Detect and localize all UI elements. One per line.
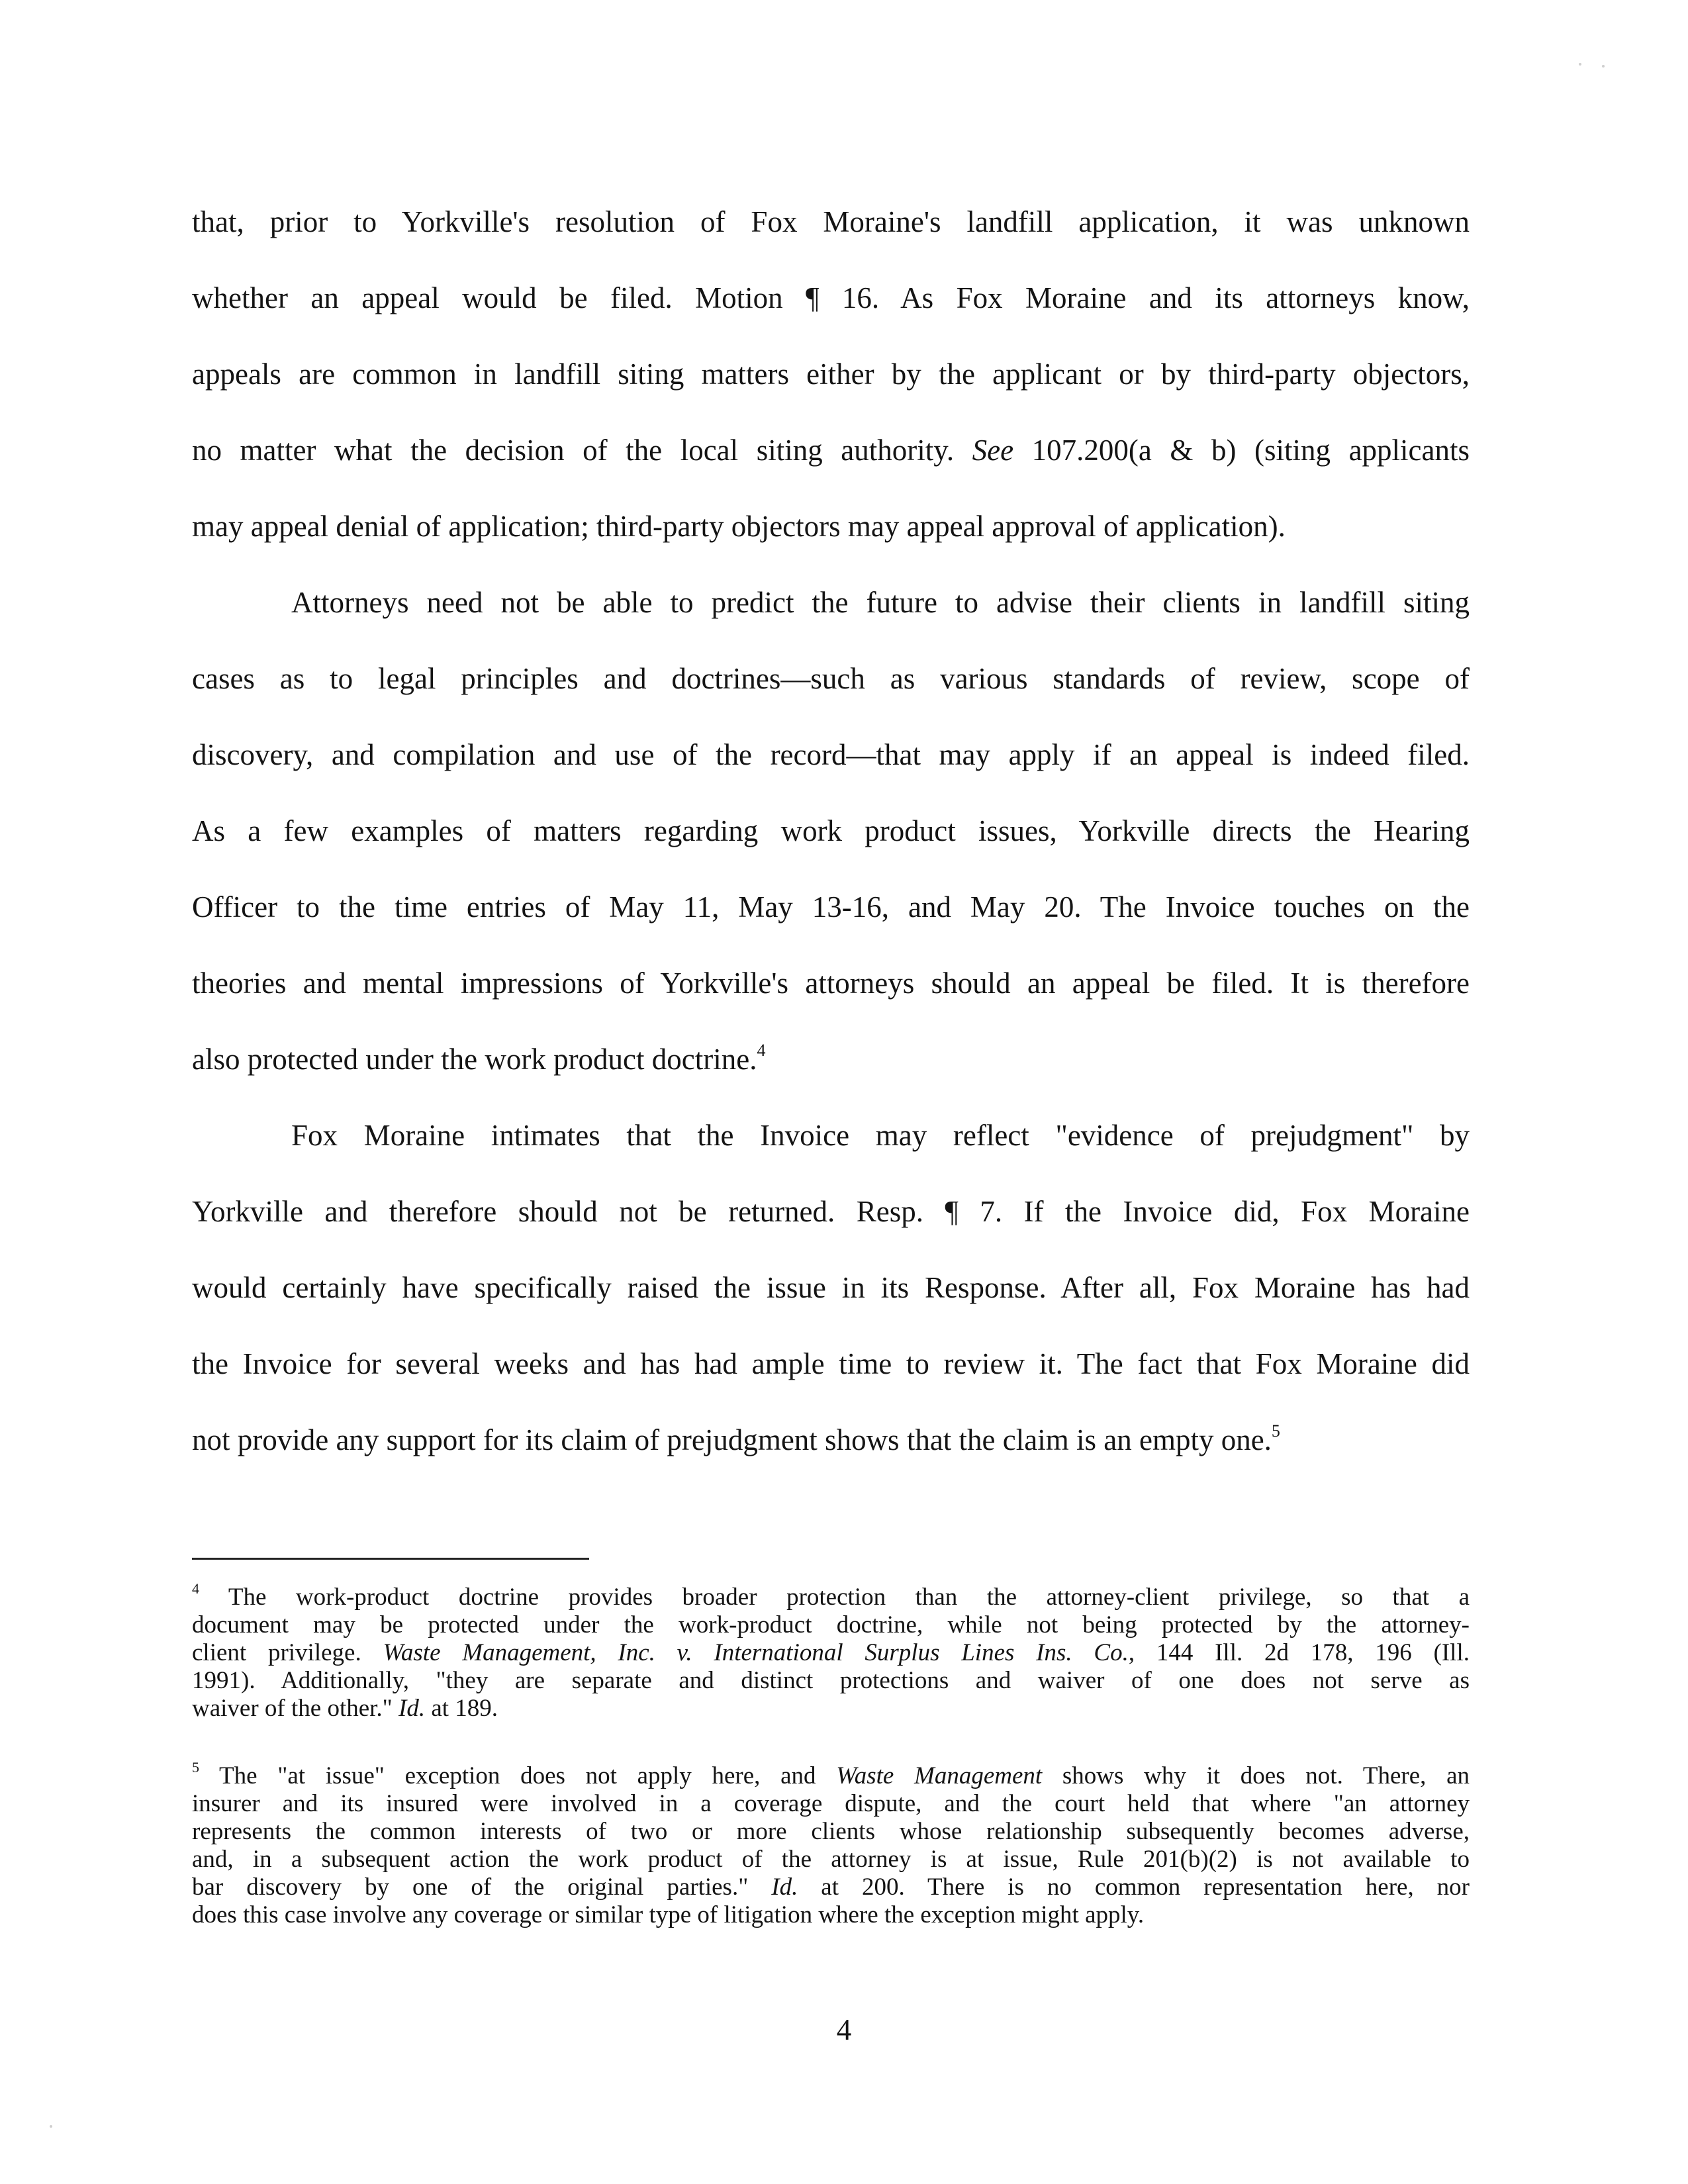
page-number: 4 bbox=[836, 2013, 852, 2046]
footnote-text: The "at issue" exception does not apply here, and bbox=[199, 1762, 837, 1789]
footnote-text: The work-product doctrine provides broader protection than the attorney-client privilege, so that a bbox=[199, 1584, 1470, 1611]
scan-artifact bbox=[50, 2125, 52, 2128]
footnote-number: 4 bbox=[192, 1580, 199, 1597]
footnote-line bbox=[192, 1639, 1470, 1667]
body-text: also protected under the work product doctrine. bbox=[192, 1043, 757, 1076]
body-line: whether an appeal would be filed. Motion ¶ 16. As Fox Moraine and its attorneys know, bbox=[192, 281, 1470, 314]
footnote-number: 5 bbox=[192, 1758, 199, 1776]
footnote-line: does this case involve any coverage or similar type of litigation where the exception might apply. bbox=[192, 1901, 1145, 1928]
footnote-line bbox=[192, 1695, 1470, 1723]
body-text: no matter what the decision of the local siting authority. bbox=[192, 434, 972, 467]
body-line bbox=[192, 1039, 1470, 1079]
body-line bbox=[192, 430, 1470, 470]
body-line: that, prior to Yorkville's resolution of Fox Moraine's landfill application, it was unknown bbox=[192, 205, 1470, 238]
body-line: cases as to legal principles and doctrines—such as various standards of review, scope of bbox=[192, 662, 1470, 695]
footnote-separator bbox=[192, 1558, 589, 1560]
body-line: the Invoice for several weeks and has had ample time to review it. The fact that Fox Moraine did bbox=[192, 1347, 1470, 1380]
case-citation: Id. bbox=[771, 1874, 798, 1901]
footnote-reference[interactable]: 4 bbox=[757, 1041, 766, 1060]
footnote-text: client privilege. bbox=[192, 1639, 383, 1666]
citation-signal: See bbox=[972, 434, 1014, 467]
body-line: Officer to the time entries of May 11, May 13-16, and May 20. The Invoice touches on the bbox=[192, 890, 1470, 924]
scan-artifact bbox=[1579, 63, 1581, 66]
case-citation: Waste Management, Inc. v. International Surplus Lines Ins. Co. bbox=[383, 1639, 1129, 1666]
body-line: may appeal denial of application; third-party objectors may appeal approval of application). bbox=[192, 510, 1286, 543]
footnote-text: bar discovery by one of the original parties." bbox=[192, 1874, 772, 1901]
footnote-text: at 200. There is no common representation here, nor bbox=[798, 1874, 1470, 1901]
scan-artifact bbox=[1602, 65, 1605, 68]
footnote-line bbox=[192, 1580, 1470, 1611]
body-line bbox=[192, 1420, 1470, 1460]
footnote-text: waiver of the other." bbox=[192, 1695, 399, 1722]
body-text: 107.200(a & b) (siting applicants bbox=[1013, 434, 1470, 467]
footnote-line: insurer and its insured were involved in a coverage dispute, and the court held that where "an attorney bbox=[192, 1790, 1470, 1817]
body-line: Yorkville and therefore should not be returned. Resp. ¶ 7. If the Invoice did, Fox Moraine bbox=[192, 1195, 1470, 1228]
body-line-indented: Fox Moraine intimates that the Invoice may reflect "evidence of prejudgment" by bbox=[291, 1119, 1470, 1152]
footnote-text: at 189. bbox=[425, 1695, 498, 1722]
footnote-line: document may be protected under the work-product doctrine, while not being protected by the attorney- bbox=[192, 1611, 1470, 1638]
body-line: theories and mental impressions of Yorkville's attorneys should an appeal be filed. It is therefore bbox=[192, 967, 1470, 1000]
footnote-line: 1991). Additionally, "they are separate and distinct protections and waiver of one does not serve as bbox=[192, 1667, 1470, 1694]
body-line-indented: Attorneys need not be able to predict the future to advise their clients in landfill siting bbox=[291, 586, 1470, 619]
footnote-text: shows why it does not. There, an bbox=[1042, 1762, 1470, 1789]
body-text: not provide any support for its claim of prejudgment shows that the claim is an empty one. bbox=[192, 1423, 1272, 1456]
footnote-reference[interactable]: 5 bbox=[1271, 1421, 1280, 1441]
footnote-line: and, in a subsequent action the work product of the attorney is at issue, Rule 201(b)(2) is not available to bbox=[192, 1846, 1470, 1873]
case-citation: Id. bbox=[399, 1695, 426, 1722]
body-line: would certainly have specifically raised the issue in its Response. After all, Fox Moraine has had bbox=[192, 1271, 1470, 1304]
footnote-line bbox=[192, 1758, 1470, 1790]
body-line: discovery, and compilation and use of the record—that may apply if an appeal is indeed filed. bbox=[192, 738, 1470, 771]
case-citation: Waste Management bbox=[836, 1762, 1043, 1789]
body-line: As a few examples of matters regarding work product issues, Yorkville directs the Hearing bbox=[192, 814, 1470, 847]
footnote-line: represents the common interests of two or more clients whose relationship subsequently becomes adverse, bbox=[192, 1818, 1470, 1845]
body-line: appeals are common in landfill siting matters either by the applicant or by third-party objectors, bbox=[192, 357, 1470, 391]
footnote-line bbox=[192, 1874, 1470, 1901]
footnote-text: , 144 Ill. 2d 178, 196 (Ill. bbox=[1128, 1639, 1470, 1666]
